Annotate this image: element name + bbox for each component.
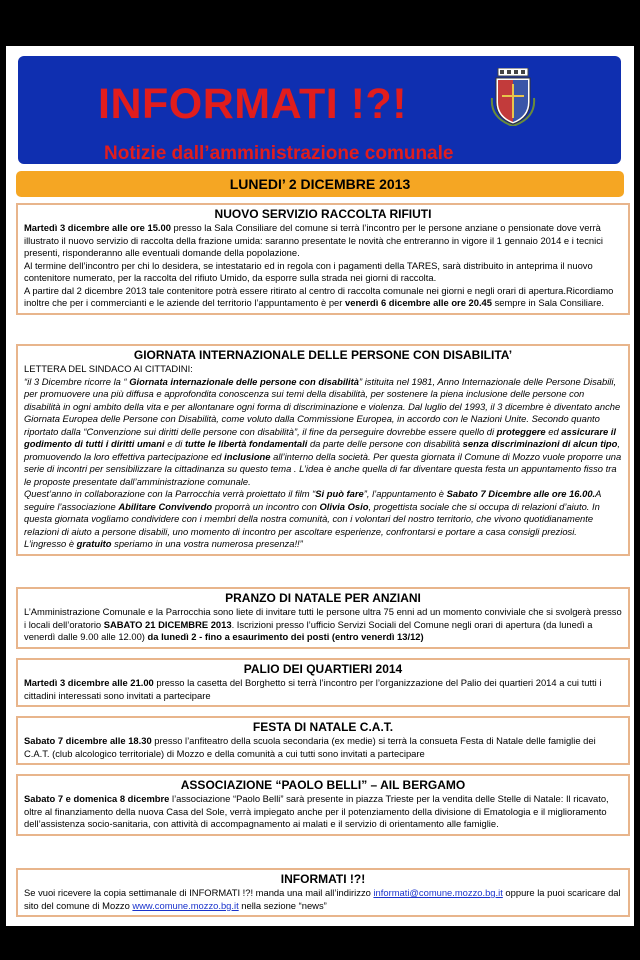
section-title: INFORMATI !?! (280, 872, 366, 886)
section-paragraph: “il 3 Dicembre ricorre la “ Giornata internazionale delle persone con disabilità” istituita nel 1981, Anno Internazionale delle Persone Disabili, per promuovere una più diffusa e approfondita conoscenza sui temi della disabilità, per sostenere la piena inclusione delle persone con disabilità in ogni ambito della vita e per allontanare ogni forma di discriminazione e violenza. Dal luglio del 1993, il 3 dicembre è diventato anche Giornata Europea delle Persone con Disabilità, come voluto dalla Commissione Europea, in accordo con le Nazioni Unite. Secondo quanto riportato dalla “Convenzione sui diritti delle persone con disabilità”, il fine da perseguire dovrebbe essere quello di proteggere ed assicurare il godimento di tutti i diritti umani e di tutte le libertà fondamentali da parte delle persone con disabilità senza discriminazioni di alcun tipo, promuovendo la loro effettiva partecipazione ed inclusione all’interno della società. Per questa giornata il Comune di Mozzo vuole proporre una serie di incontri per sensibilizzare la cittadinanza su questo tema . L’idea è anche quella di far diventare questa festa un appuntamento fisso tra le proposte presentate dall’amministrazione comunale. (24, 375, 622, 487)
section-paragraph: Sabato 7 dicembre alle 18.30 presso l’anfiteatro della scuola secondaria (ex medie) si terrà la consueta Festa di Natale delle famiglie dei C.A.T. (club alcologico territoriale) di Mozzo e della comunità a cui tutti sono invitati a partecipare (24, 735, 596, 759)
section-paragraph: L’Amministrazione Comunale e la Parrocchia sono liete di invitare tutti le persone ultra 75 enni ad un momento conviviale che si svolgerà presso i locali dell’oratorio SABATO 21 DICEMBRE 2013. Iscrizioni presso l’ufficio Servizi Sociali del Comune negli orari di apertura (da lunedì a venerdì dalle 9.00 alle 12.00) da lunedì 2 - fino a esaurimento dei posti (entro venerdì 13/12) (24, 606, 622, 642)
comune-crest-icon (490, 68, 536, 126)
newsletter-subtitle: Notizie dall’amministrazione comunale (104, 143, 454, 164)
section-title: FESTA DI NATALE C.A.T. (252, 720, 394, 734)
section-festa-natale-cat (16, 716, 630, 765)
section-title: ASSOCIAZIONE “PAOLO BELLI” – AIL BERGAMO (180, 778, 466, 792)
section-pranzo-natale (16, 587, 630, 649)
section-title: PRANZO DI NATALE PER ANZIANI (225, 591, 421, 605)
newsletter-page (6, 46, 634, 926)
section-title: NUOVO SERVIZIO RACCOLTA RIFIUTI (214, 207, 432, 221)
section-paragraph: Martedì 3 dicembre alle 21.00 presso la casetta del Borghetto si terrà l’incontro per l’organizzazione del Palio dei quartieri 2014 a cui tutti i cittadini interessati sono invitati a partecipare (24, 677, 602, 701)
website-link[interactable]: www.comune.mozzo.bg.it (132, 899, 239, 911)
section-informati-subscribe (16, 868, 630, 917)
section-palio-quartieri (16, 658, 630, 707)
section-title: GIORNATA INTERNAZIONALE DELLE PERSONE CON DISABILITA’ (133, 348, 513, 362)
email-link[interactable]: informati@comune.mozzo.bg.it (373, 887, 503, 898)
section-paragraph: A partire dal 2 dicembre 2013 tale contenitore potrà essere ritirato al centro di raccolta comunale nei giorni e negli orari di apertura.Ricordiamo inoltre che per i commercianti e le aziende del territorio l’appuntamento è per venerdì 6 dicembre alle ore 20.45 sempre in Sala Consiliare. (24, 284, 614, 308)
section-paragraph: Martedì 3 dicembre alle ore 15.00 presso la Sala Consiliare del comune si terrà l’incontro per le persone anziane o pensionate dove verrà illustrato il nuovo servizio di raccolta della frazione umida: saranno presentate le novità che entreranno in vigore il 1 gennaio 2014 e i tecnici presenti, risponderanno alle eventuali domande della popolazione. (24, 222, 603, 258)
section-paragraph: Sabato 7 e domenica 8 dicembre l’associazione “Paolo Belli” sarà presente in piazza Trieste per la vendita delle Stelle di Natale: Il ricavato, oltre al finanziamento della nuova Casa del Sole, verrà impiegato anche per il potenziamento della divisione di Ematologia e il miglioramento dell’assistenza socio-sanitaria, con attività di accompagnamento ai malati e il servizio di orientamento alle famiglie. (24, 793, 609, 829)
masthead-banner (18, 56, 621, 164)
section-paolo-belli (16, 774, 630, 836)
section-raccolta-rifiuti (16, 203, 630, 315)
section-paragraph: Al termine dell’incontro per chi lo desidera, se intestatario ed in regola con i pagamenti della TARES, sarà distribuito in anteprima il nuovo contenitore numerato, per la raccolta del rifiuto Umido, da esporre sulla strada nei giorni di raccolta. (24, 259, 593, 283)
section-paragraph: Se vuoi ricevere la copia settimanale di INFORMATI !?! manda una mail all’indirizzo informati@comune.mozzo.bg.it oppure la puoi scaricare dal sito del comune di Mozzo www.comune.mozzo.bg.it nella sezione “news” (24, 887, 621, 911)
letter-intro: LETTERA DEL SINDACO AI CITTADINI: (24, 363, 193, 374)
section-paragraph: Quest’anno in collaborazione con la Parrocchia verrà proiettato il film “Si può fare”, l’appuntamento è Sabato 7 Dicembre alle ore 16.00.A seguire l’associazione Abilitare Convivendo proporrà un incontro con Olivia Osio, progettista sociale che si occupa di relazioni d’aiuto. In questa giornata vogliamo condividere con i membri della nostra comunità, con i volontari del nostro territorio, che vivono quotidianamente relazioni di aiuto a persone disabili, uno momento di incontro per ascoltare esperienze, confrontarsi e portare a casa consigli preziosi. (24, 488, 602, 537)
section-paragraph: L’ingresso è gratuito speriamo in una vostra numerosa presenza!!” (24, 538, 303, 549)
section-title: PALIO DEI QUARTIERI 2014 (243, 662, 403, 676)
newsletter-title: INFORMATI !?! (98, 80, 408, 128)
issue-date: LUNEDI’ 2 DICEMBRE 2013 (16, 171, 624, 197)
section-giornata-disabilita (16, 344, 630, 556)
